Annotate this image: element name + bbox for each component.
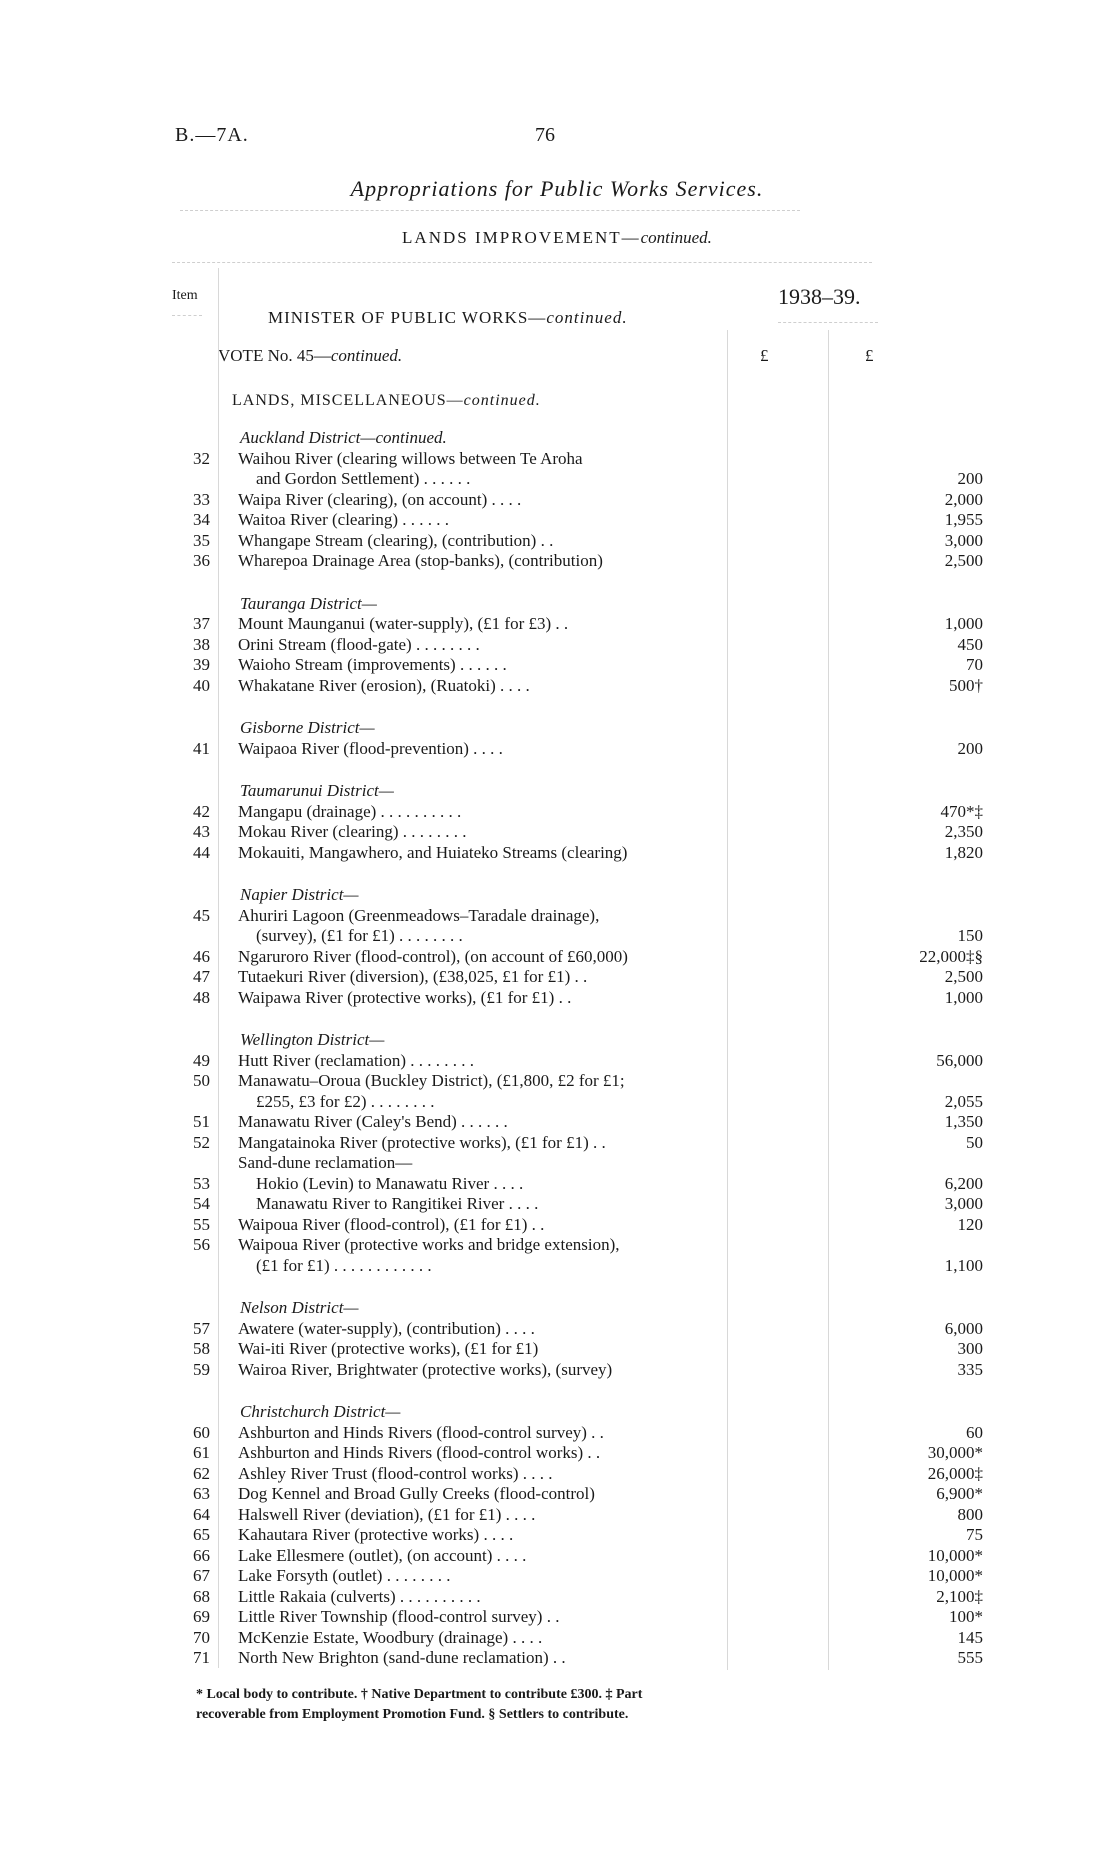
- subtitle-continued: continued.: [640, 228, 712, 247]
- item-description: Ashley River Trust (flood-control works) . . . .: [238, 1463, 553, 1483]
- table-row: [172, 1504, 983, 1526]
- item-description: Halswell River (deviation), (£1 for £1) . . . .: [238, 1504, 536, 1524]
- item-amount: 60: [966, 1422, 983, 1442]
- table-row: [172, 1194, 983, 1215]
- item-number: 57: [193, 1318, 210, 1338]
- district-heading: Nelson District—: [240, 1298, 359, 1317]
- item-description: Ashburton and Hinds Rivers (flood-control survey) . .: [238, 1422, 604, 1442]
- table-row: [172, 1422, 983, 1444]
- item-amount: 6,900*: [936, 1484, 983, 1503]
- district-heading: Taumarunui District—: [240, 781, 394, 800]
- subtitle-main: LANDS IMPROVEMENT—: [402, 228, 641, 247]
- table-row: [172, 1071, 983, 1112]
- item-number: 60: [193, 1422, 210, 1442]
- item-amount: 2,000: [944, 489, 983, 509]
- table-row: [172, 842, 983, 864]
- item-number: 61: [193, 1443, 210, 1462]
- subtitle-divider: [172, 262, 872, 263]
- item-amount: 1,000: [944, 987, 983, 1007]
- item-amount: 1,955: [944, 510, 983, 529]
- item-amount: 555: [957, 1648, 983, 1667]
- table-row: [172, 1607, 983, 1628]
- item-number: 70: [193, 1627, 210, 1647]
- item-column-header: Item: [172, 288, 198, 303]
- table-row: [172, 1359, 983, 1381]
- item-amount: 2,100‡: [936, 1586, 983, 1606]
- currency-column-2: £: [865, 346, 874, 365]
- item-amount: 6,000: [944, 1318, 983, 1338]
- item-amount: 6,200: [944, 1173, 983, 1193]
- title-divider: [180, 210, 800, 211]
- item-number: 35: [193, 530, 210, 550]
- item-number: 41: [193, 738, 210, 758]
- item-number: 39: [193, 655, 210, 674]
- district-heading: Gisborne District—: [240, 718, 375, 737]
- item-description: Orini Stream (flood-gate) . . . . . . . .: [238, 634, 480, 654]
- table-row: [172, 655, 983, 676]
- item-description: Hutt River (reclamation) . . . . . . . .: [238, 1050, 475, 1070]
- item-description: Wharepoa Drainage Area (stop-banks), (contribution): [238, 551, 603, 570]
- item-amount: 150: [957, 926, 983, 945]
- item-description: Waihou River (clearing willows between Te Aroha: [238, 448, 583, 468]
- table-row: [172, 967, 983, 988]
- item-amount: 30,000*: [927, 1443, 983, 1462]
- table-row: [172, 1173, 983, 1195]
- item-description: Waipoua River (protective works and bridge extension),: [238, 1235, 620, 1254]
- item-description: £255, £3 for £2) . . . . . . . .: [256, 1091, 435, 1111]
- item-amount: 470*‡: [940, 801, 983, 821]
- table-row: [172, 946, 983, 968]
- subsection-heading: [232, 392, 541, 410]
- item-amount: 56,000: [936, 1050, 983, 1070]
- item-description: Mangatainoka River (protective works), (£1 for £1) . .: [238, 1132, 606, 1152]
- item-number: 71: [193, 1648, 210, 1667]
- item-description: Little River Township (flood-control survey) . .: [238, 1607, 560, 1626]
- item-description: (survey), (£1 for £1) . . . . . . . .: [256, 926, 463, 945]
- minister-main: MINISTER OF PUBLIC WORKS—: [268, 308, 547, 327]
- district-heading: Tauranga District—: [240, 593, 377, 613]
- item-number: 55: [193, 1214, 210, 1234]
- item-description: (£1 for £1) . . . . . . . . . . . .: [256, 1255, 432, 1275]
- item-description: Waipa River (clearing), (on account) . . . .: [238, 489, 522, 509]
- item-amount: 10,000*: [927, 1545, 983, 1565]
- item-number: 40: [193, 675, 210, 695]
- item-number: 32: [193, 448, 210, 468]
- district-heading: Auckland District—continued.: [240, 428, 447, 447]
- footnote-line-1: * Local body to contribute. † Native Department to contribute £300. ‡ Part: [196, 1687, 643, 1702]
- item-number: 38: [193, 634, 210, 654]
- item-number: 63: [193, 1484, 210, 1503]
- item-number: 66: [193, 1545, 210, 1565]
- item-description: Wairoa River, Brightwater (protective works), (survey): [238, 1359, 613, 1379]
- item-description: McKenzie Estate, Woodbury (drainage) . . . .: [238, 1627, 543, 1647]
- item-amount: 2,055: [944, 1091, 983, 1111]
- item-amount: 75: [966, 1525, 983, 1544]
- item-number: 34: [193, 510, 210, 529]
- subsection-main: LANDS, MISCELLANEOUS—: [232, 392, 464, 409]
- item-description: Manawatu River to Rangitikei River . . . .: [256, 1194, 539, 1213]
- item-amount: 1,820: [944, 842, 983, 862]
- vote-continued: continued.: [330, 346, 403, 365]
- item-number: 65: [193, 1525, 210, 1544]
- table-row: [172, 551, 983, 572]
- item-number: 43: [193, 822, 210, 841]
- item-number: 51: [193, 1112, 210, 1131]
- table-row: [172, 614, 983, 635]
- item-number: 47: [193, 967, 210, 986]
- page-number: 76: [535, 124, 555, 146]
- item-amount: 200: [957, 469, 983, 488]
- item-amount: 1,000: [944, 614, 983, 633]
- table-row: [172, 1545, 983, 1567]
- item-description: Manawatu–Oroua (Buckley District), (£1,800, £2 for £1;: [238, 1071, 625, 1090]
- item-amount: 1,100: [944, 1255, 983, 1275]
- item-number: 58: [193, 1339, 210, 1358]
- item-description: Sand-dune reclamation—: [238, 1153, 413, 1172]
- item-description: Lake Forsyth (outlet) . . . . . . . .: [238, 1566, 451, 1585]
- year-column-header: 1938–39.: [778, 284, 861, 309]
- vote-main: VOTE No. 45—: [218, 346, 331, 365]
- item-number: 44: [193, 842, 210, 862]
- item-description: North New Brighton (sand-dune reclamation) . .: [238, 1648, 566, 1667]
- district-heading: Wellington District—: [240, 1030, 385, 1049]
- table-row: [172, 530, 983, 552]
- item-amount: 50: [966, 1132, 983, 1152]
- item-amount: 145: [957, 1627, 983, 1647]
- item-description: Little Rakaia (culverts) . . . . . . . . . .: [238, 1586, 481, 1606]
- item-amount: 26,000‡: [927, 1463, 983, 1483]
- item-description: Whakatane River (erosion), (Ruatoki) . . . .: [238, 675, 530, 695]
- item-description: Mount Maunganui (water-supply), (£1 for £3) . .: [238, 614, 569, 633]
- table-row: [172, 1627, 983, 1649]
- item-description: Kahautara River (protective works) . . . .: [238, 1525, 514, 1544]
- district-heading: Napier District—: [240, 885, 359, 904]
- table-row: [172, 987, 983, 1009]
- footnote-line-2: recoverable from Employment Promotion Fund. § Settlers to contribute.: [196, 1707, 629, 1722]
- table-row: [172, 1525, 983, 1546]
- document-reference: B.—7A.: [175, 124, 249, 146]
- item-header-rule: [172, 315, 202, 316]
- item-description: and Gordon Settlement) . . . . . .: [256, 469, 471, 488]
- currency-column-1: £: [760, 346, 769, 365]
- year-header-rule: [778, 322, 878, 323]
- table-row: [172, 1566, 983, 1587]
- section-subtitle: [0, 228, 1114, 248]
- vote-heading: [218, 346, 402, 366]
- item-amount: 2,500: [944, 551, 983, 570]
- item-description: Awatere (water-supply), (contribution) . . . .: [238, 1318, 535, 1338]
- item-description: Waitoa River (clearing) . . . . . .: [238, 510, 450, 529]
- page-title: Appropriations for Public Works Services.: [350, 176, 764, 201]
- item-description: Hokio (Levin) to Manawatu River . . . .: [256, 1173, 524, 1193]
- item-number: 49: [193, 1050, 210, 1070]
- minister-continued: continued.: [546, 308, 628, 327]
- item-amount: 450: [957, 634, 983, 654]
- table-row: [172, 510, 983, 531]
- item-amount: 100*: [949, 1607, 983, 1626]
- table-row: [172, 801, 983, 823]
- table-row: [172, 1484, 983, 1505]
- item-description: Waipawa River (protective works), (£1 for £1) . .: [238, 987, 572, 1007]
- item-amount: 2,350: [944, 822, 983, 841]
- item-description: Dog Kennel and Broad Gully Creeks (flood-control): [238, 1484, 595, 1503]
- item-amount: 335: [957, 1359, 983, 1379]
- item-description: Waipoua River (flood-control), (£1 for £1) . .: [238, 1214, 545, 1234]
- item-amount: 10,000*: [927, 1566, 983, 1585]
- table-row: [172, 1235, 983, 1276]
- district-heading: Christchurch District—: [240, 1402, 401, 1421]
- table-row: [172, 738, 983, 760]
- item-number: 48: [193, 987, 210, 1007]
- item-description: Lake Ellesmere (outlet), (on account) . . . .: [238, 1545, 527, 1565]
- item-amount: 3,000: [944, 1194, 983, 1213]
- item-description: Wai-iti River (protective works), (£1 for £1): [238, 1339, 539, 1358]
- item-number: 36: [193, 551, 210, 570]
- table-row: [172, 1050, 983, 1072]
- table-row: [172, 1648, 983, 1669]
- item-number: 50: [193, 1071, 210, 1090]
- item-amount: 500†: [949, 675, 983, 695]
- minister-heading: [268, 308, 628, 328]
- table-row: [172, 1318, 983, 1340]
- item-description: Mokau River (clearing) . . . . . . . .: [238, 822, 467, 841]
- item-description: Waipaoa River (flood-prevention) . . . .: [238, 738, 503, 758]
- table-row: [172, 634, 983, 656]
- item-amount: 200: [957, 738, 983, 758]
- item-description: Tutaekuri River (diversion), (£38,025, £1 for £1) . .: [238, 967, 588, 986]
- table-row: [172, 1443, 983, 1464]
- item-description: Whangape Stream (clearing), (contribution) . .: [238, 530, 554, 550]
- table-row: [172, 1132, 983, 1154]
- item-description: Mangapu (drainage) . . . . . . . . . .: [238, 801, 462, 821]
- item-number: 59: [193, 1359, 210, 1379]
- item-amount: 300: [957, 1339, 983, 1358]
- item-number: 46: [193, 946, 210, 966]
- table-row: [172, 905, 983, 947]
- item-amount: 70: [966, 655, 983, 674]
- item-amount: 120: [957, 1214, 983, 1234]
- table-row: [172, 675, 983, 697]
- item-number: 68: [193, 1586, 210, 1606]
- item-number: 53: [193, 1173, 210, 1193]
- item-amount: 3,000: [944, 530, 983, 550]
- item-description: Waioho Stream (improvements) . . . . . .: [238, 655, 507, 674]
- table-row: [172, 489, 983, 511]
- table-row: [172, 1463, 983, 1485]
- item-number: 37: [193, 614, 210, 633]
- subsection-continued: continued.: [463, 392, 541, 409]
- item-number: 62: [193, 1463, 210, 1483]
- table-row: [172, 448, 983, 490]
- table-row: [172, 1586, 983, 1608]
- table-row: [172, 1153, 892, 1174]
- item-amount: 22,000‡§: [919, 946, 983, 966]
- item-description: Ahuriri Lagoon (Greenmeadows–Taradale drainage),: [238, 905, 600, 925]
- table-row: [172, 1339, 983, 1360]
- item-number: 45: [193, 905, 210, 925]
- item-number: 33: [193, 489, 210, 509]
- item-description: Manawatu River (Caley's Bend) . . . . . .: [238, 1112, 508, 1131]
- item-number: 56: [193, 1235, 210, 1254]
- item-number: 42: [193, 801, 210, 821]
- item-number: 52: [193, 1132, 210, 1152]
- item-number: 67: [193, 1566, 210, 1585]
- item-number: 54: [193, 1194, 210, 1213]
- table-row: [172, 1112, 983, 1133]
- item-amount: 1,350: [944, 1112, 983, 1131]
- table-row: [172, 1214, 983, 1236]
- table-row: [172, 822, 983, 843]
- item-amount: 800: [957, 1504, 983, 1524]
- item-amount: 2,500: [944, 967, 983, 986]
- item-description: Ngaruroro River (flood-control), (on account of £60,000): [238, 946, 628, 966]
- item-description: Mokauiti, Mangawhero, and Huiateko Streams (clearing): [238, 842, 628, 862]
- item-number: 69: [193, 1607, 210, 1626]
- item-description: Ashburton and Hinds Rivers (flood-control works) . .: [238, 1443, 601, 1462]
- item-number: 64: [193, 1504, 210, 1524]
